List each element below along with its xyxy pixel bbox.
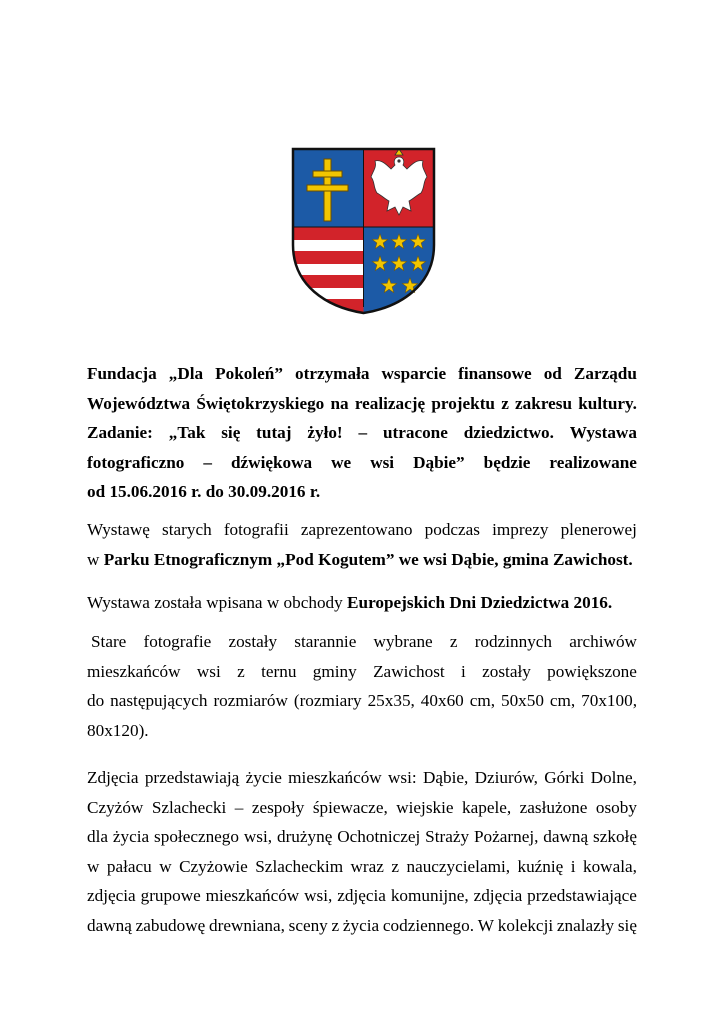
- word: cm,: [549, 691, 576, 710]
- venue-name: Parku Etnograficznym „Pod Kogutem” we wsi Dąbie, gmina Zawichost.: [103, 550, 633, 569]
- word: śpiewacze,: [312, 797, 388, 817]
- word: szkołę: [593, 827, 637, 847]
- word: Ochotniczej: [337, 827, 421, 847]
- word: Stare: [91, 632, 127, 651]
- word: fotografii: [223, 520, 289, 539]
- word: gminy: [312, 661, 357, 681]
- word: zostały: [482, 661, 531, 681]
- text-line: [87, 657, 637, 687]
- word: życia: [342, 915, 380, 935]
- event-name: Europejskich Dni Dziedzictwa 2016.: [347, 593, 613, 612]
- text-line: od 15.06.2016 r. do 30.09.2016 r.: [87, 482, 321, 502]
- word: –: [203, 452, 212, 472]
- word: Zdjęcia: [87, 768, 139, 787]
- word: kowala,: [582, 856, 637, 876]
- word: kuźnię: [517, 856, 564, 876]
- exhibition-location-paragraph: [87, 515, 637, 575]
- text-line: [87, 359, 637, 389]
- word: tutaj: [256, 423, 292, 443]
- text-line: [87, 515, 637, 545]
- word: wsi:: [388, 768, 417, 787]
- text-line: [87, 545, 637, 575]
- word: wsi,: [243, 827, 273, 847]
- word: dźwiękowa: [230, 452, 313, 472]
- word: drużynę: [276, 827, 333, 847]
- word: Zarządu: [573, 364, 637, 383]
- word: komunijne,: [390, 886, 469, 906]
- word: „Tak: [168, 423, 206, 443]
- word: dawną: [543, 827, 589, 847]
- word: wsparcie: [381, 364, 447, 383]
- word: finansowe: [458, 364, 532, 383]
- word: przedstawiają: [144, 768, 240, 787]
- word: zaprezentowano: [300, 520, 413, 539]
- word: Świętokrzyskiego: [196, 393, 325, 413]
- word: realizację: [354, 393, 426, 413]
- word: przedstawiające: [527, 886, 637, 906]
- word: się: [221, 423, 241, 443]
- word: Zadanie:: [87, 423, 153, 443]
- word: nauczycielami,: [406, 856, 511, 876]
- word: we: [331, 452, 352, 472]
- word: codziennego.: [382, 915, 475, 935]
- word: utracone: [382, 423, 448, 443]
- word: (rozmiary: [293, 691, 362, 710]
- word: Pokoleń”: [215, 364, 283, 383]
- word: osoby: [595, 797, 637, 817]
- word: 70x100,: [581, 691, 637, 710]
- word: wybrane: [373, 632, 433, 651]
- text-line: [87, 793, 637, 823]
- word: będzie: [483, 452, 531, 472]
- text-prefix: w: [87, 550, 104, 569]
- word: zostały: [228, 632, 278, 651]
- word: drewniana,: [209, 915, 285, 935]
- word: sceny: [288, 915, 328, 935]
- word: znalazły: [556, 915, 615, 935]
- word: Zawichost: [373, 661, 445, 681]
- word: Dolne,: [590, 768, 637, 787]
- word: realizowane: [549, 452, 637, 472]
- text-line: [87, 588, 637, 618]
- word: z: [237, 661, 245, 681]
- word: w: [87, 856, 100, 876]
- word: projektu: [431, 393, 495, 413]
- word: Dziurów,: [474, 768, 538, 787]
- text-line: [87, 418, 637, 448]
- word: fotografie: [143, 632, 212, 651]
- word: mieszkańców: [205, 886, 300, 906]
- word: społecznego: [154, 827, 239, 847]
- word: Wystawa: [569, 423, 637, 443]
- word: z: [331, 915, 340, 935]
- word: Pożarnej,: [473, 827, 539, 847]
- word: „Dla: [168, 364, 204, 383]
- word: zasłużone: [519, 797, 588, 817]
- word: starych: [162, 520, 212, 539]
- word: zdjęcia: [473, 886, 523, 906]
- word: Straży: [425, 827, 470, 847]
- word: otrzymała: [295, 364, 370, 383]
- word: żyło!: [307, 423, 343, 443]
- word: rodzinnych: [474, 632, 553, 651]
- word: zakresu: [515, 393, 573, 413]
- word: z: [449, 632, 458, 651]
- word: życie: [245, 768, 282, 787]
- text-prefix: Wystawa została wpisana w obchody: [87, 593, 348, 612]
- word: i: [570, 856, 576, 876]
- word: kapele,: [462, 797, 512, 817]
- text-line: [87, 686, 637, 716]
- word: powiększone: [547, 661, 637, 681]
- word: archiwów: [569, 632, 637, 651]
- word: Województwa: [87, 393, 191, 413]
- word: ternu: [261, 661, 297, 681]
- coat-of-arms-emblem: [291, 147, 436, 315]
- word: 25x35,: [367, 691, 415, 710]
- word: dla: [87, 827, 108, 847]
- word: wsi: [196, 661, 221, 681]
- text-line: [87, 852, 637, 882]
- word: kolekcji: [497, 915, 554, 935]
- word: z: [501, 393, 509, 413]
- word: wiejskie: [396, 797, 454, 817]
- word: cm,: [469, 691, 496, 710]
- word: plenerowej: [560, 520, 637, 539]
- word: fotograficzno: [87, 452, 185, 472]
- word: zdjęcia: [87, 886, 136, 906]
- intro-paragraph: [87, 359, 637, 507]
- word: starannie: [294, 632, 357, 651]
- word: Dąbie”: [413, 452, 465, 472]
- word: zdjęcia: [337, 886, 386, 906]
- word: dawną: [87, 915, 132, 935]
- text-line: [87, 881, 637, 911]
- word: z: [391, 856, 400, 876]
- word: Fundacja: [87, 364, 157, 383]
- text-line: [87, 911, 637, 941]
- word: Górki: [544, 768, 585, 787]
- word: mieszkańców: [87, 661, 181, 681]
- word: życia: [112, 827, 150, 847]
- word: Wystawę: [87, 520, 150, 539]
- text-line: [87, 389, 637, 419]
- word: wsi,: [304, 886, 333, 906]
- word: imprezy: [492, 520, 549, 539]
- word: wsi: [370, 452, 395, 472]
- word: –: [234, 797, 244, 817]
- word: Czyżowie: [179, 856, 248, 876]
- word: od: [543, 364, 562, 383]
- word: –: [358, 423, 368, 443]
- word: dziedzictwo.: [463, 423, 554, 443]
- photo-subjects-paragraph: [87, 763, 637, 941]
- word: Dąbie,: [422, 768, 469, 787]
- word: zabudowę: [135, 915, 206, 935]
- text-line: [87, 763, 637, 793]
- word: grupowe: [140, 886, 201, 906]
- word: wraz: [350, 856, 384, 876]
- word: 50x50: [500, 691, 544, 710]
- text-line: [87, 822, 637, 852]
- word: W: [477, 915, 495, 935]
- word: Szlachecki: [151, 797, 227, 817]
- text-line: [87, 448, 637, 478]
- word: pałacu: [106, 856, 152, 876]
- word: mieszkańców: [288, 768, 382, 787]
- word: następujących: [110, 691, 208, 710]
- word: Czyżów: [87, 797, 144, 817]
- text-line: [87, 627, 637, 657]
- word: na: [330, 393, 349, 413]
- text-line: 80x120).: [87, 720, 149, 740]
- word: w: [159, 856, 172, 876]
- heritage-days-paragraph: [87, 588, 637, 618]
- word: zespoły: [251, 797, 305, 817]
- photo-sizes-paragraph: [87, 627, 637, 745]
- word: i: [461, 661, 466, 681]
- word: podczas: [424, 520, 480, 539]
- word: Szlacheckim: [255, 856, 344, 876]
- word: się: [617, 915, 637, 935]
- word: 40x60: [420, 691, 464, 710]
- word: kultury.: [578, 393, 637, 413]
- word: rozmiarów: [213, 691, 288, 710]
- word: do: [87, 691, 105, 710]
